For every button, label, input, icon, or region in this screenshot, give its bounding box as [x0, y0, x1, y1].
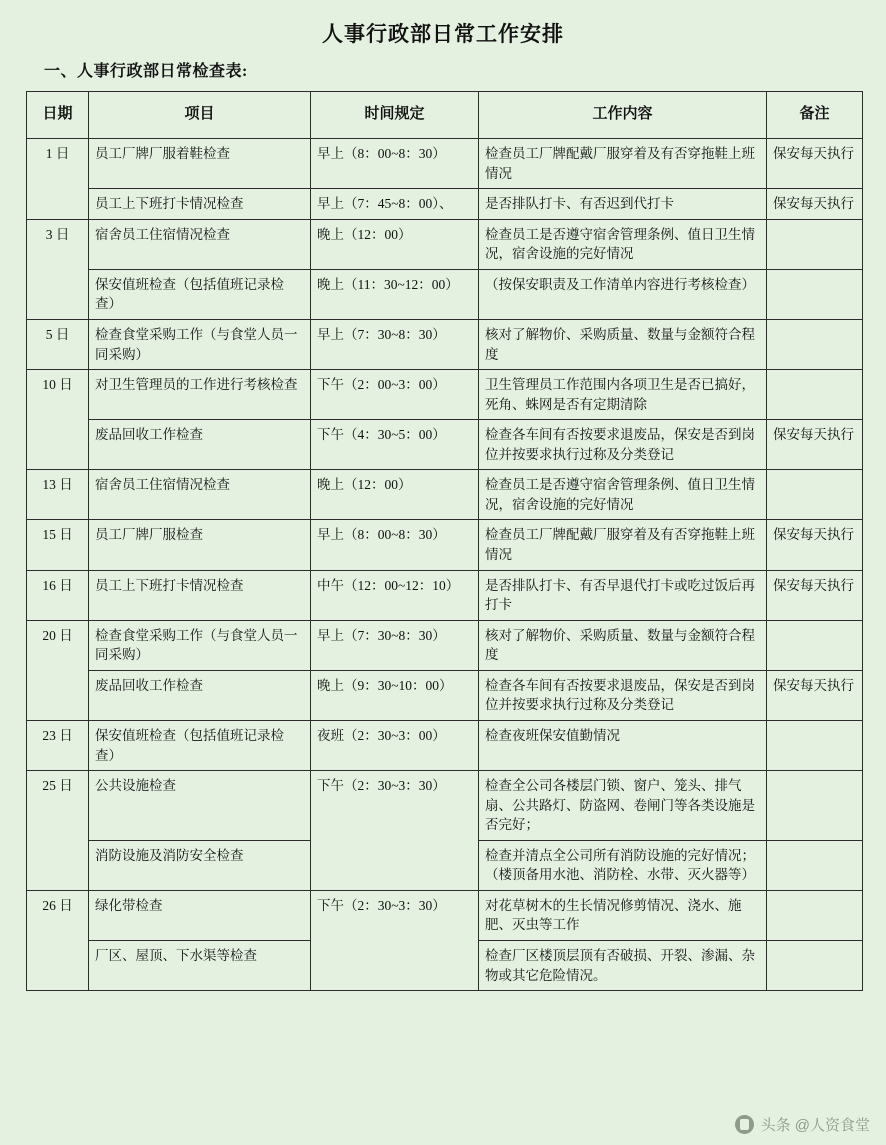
cell-note — [767, 219, 863, 269]
cell-content: （按保安职责及工作清单内容进行考核检查） — [479, 269, 767, 319]
cell-date: 16 日 — [27, 570, 89, 620]
cell-item: 宿舍员工住宿情况检查 — [89, 219, 311, 269]
toutiao-logo-icon — [735, 1115, 754, 1134]
cell-note — [767, 370, 863, 420]
cell-content: 检查员工是否遵守宿舍管理条例、值日卫生情况，宿舍设施的完好情况 — [479, 219, 767, 269]
cell-date: 1 日 — [27, 139, 89, 220]
cell-time: 下午（2：30~3：30） — [311, 771, 479, 891]
table-row — [27, 771, 863, 841]
cell-item: 厂区、屋顶、下水渠等检查 — [89, 941, 311, 991]
cell-item: 绿化带检查 — [89, 890, 311, 940]
table-row — [27, 219, 863, 269]
cell-content: 核对了解物价、采购质量、数量与金额符合程度 — [479, 319, 767, 369]
cell-item: 废品回收工作检查 — [89, 670, 311, 720]
cell-time: 下午（2：30~3：30） — [311, 890, 479, 990]
cell-item: 消防设施及消防安全检查 — [89, 840, 311, 890]
cell-content: 是否排队打卡、有否早退代打卡或吃过饭后再打卡 — [479, 570, 767, 620]
cell-date: 3 日 — [27, 219, 89, 319]
cell-item: 员工上下班打卡情况检查 — [89, 189, 311, 220]
column-header-content: 工作内容 — [479, 92, 767, 139]
schedule-table — [26, 91, 863, 991]
cell-time: 晚上（12：00） — [311, 470, 479, 520]
cell-note — [767, 771, 863, 841]
table-row — [27, 570, 863, 620]
cell-note — [767, 840, 863, 890]
table-row — [27, 620, 863, 670]
cell-content: 检查夜班保安值勤情况 — [479, 720, 767, 770]
cell-date: 5 日 — [27, 319, 89, 369]
cell-item: 员工厂牌厂服检查 — [89, 520, 311, 570]
cell-item: 公共设施检查 — [89, 771, 311, 841]
cell-item: 废品回收工作检查 — [89, 420, 311, 470]
table-row — [27, 189, 863, 220]
cell-time: 早上（7：30~8：30） — [311, 620, 479, 670]
table-header — [27, 92, 863, 139]
page-title: 人事行政部日常工作安排 — [322, 22, 564, 46]
section-title: 一、人事行政部日常检查表: — [44, 63, 248, 80]
table-header-row — [27, 92, 863, 139]
column-header-time: 时间规定 — [311, 92, 479, 139]
cell-date: 20 日 — [27, 620, 89, 720]
cell-content: 检查员工是否遵守宿舍管理条例、值日卫生情况，宿舍设施的完好情况 — [479, 470, 767, 520]
cell-item: 检查食堂采购工作（与食堂人员一同采购） — [89, 620, 311, 670]
cell-item: 员工厂牌厂服着鞋检查 — [89, 139, 311, 189]
cell-note: 保安每天执行 — [767, 570, 863, 620]
table-row — [27, 139, 863, 189]
cell-note: 保安每天执行 — [767, 139, 863, 189]
cell-item: 对卫生管理员的工作进行考核检查 — [89, 370, 311, 420]
cell-note — [767, 941, 863, 991]
table-row — [27, 319, 863, 369]
cell-time: 下午（4：30~5：00） — [311, 420, 479, 470]
cell-time: 早上（8：00~8：30） — [311, 139, 479, 189]
cell-time: 晚上（12：00） — [311, 219, 479, 269]
cell-date: 10 日 — [27, 370, 89, 470]
cell-date: 23 日 — [27, 720, 89, 770]
cell-content: 检查厂区楼顶层顶有否破损、开裂、渗漏、杂物或其它危险情况。 — [479, 941, 767, 991]
cell-time: 早上（8：00~8：30） — [311, 520, 479, 570]
cell-date: 26 日 — [27, 890, 89, 990]
cell-content: 是否排队打卡、有否迟到代打卡 — [479, 189, 767, 220]
table-row — [27, 370, 863, 420]
column-header-date: 日期 — [27, 92, 89, 139]
cell-time: 夜班（2：30~3：00） — [311, 720, 479, 770]
cell-time: 晚上（11：30~12：00） — [311, 269, 479, 319]
cell-note — [767, 890, 863, 940]
column-header-item: 项目 — [89, 92, 311, 139]
cell-item: 检查食堂采购工作（与食堂人员一同采购） — [89, 319, 311, 369]
cell-date: 15 日 — [27, 520, 89, 570]
cell-note — [767, 470, 863, 520]
cell-item: 保安值班检查（包括值班记录检查） — [89, 720, 311, 770]
cell-note: 保安每天执行 — [767, 189, 863, 220]
cell-content: 检查各车间有否按要求退废品，保安是否到岗位并按要求执行过称及分类登记 — [479, 670, 767, 720]
column-header-note: 备注 — [767, 92, 863, 139]
cell-time: 早上（7：30~8：30） — [311, 319, 479, 369]
cell-date: 13 日 — [27, 470, 89, 520]
cell-note — [767, 269, 863, 319]
cell-content: 卫生管理员工作范围内各项卫生是否已搞好，死角、蛛网是否有定期清除 — [479, 370, 767, 420]
cell-note — [767, 319, 863, 369]
table-row — [27, 420, 863, 470]
cell-content: 检查各车间有否按要求退废品，保安是否到岗位并按要求执行过称及分类登记 — [479, 420, 767, 470]
cell-content: 检查全公司各楼层门锁、窗户、笼头、排气扇、公共路灯、防盗网、卷闸门等各类设施是否完好； — [479, 771, 767, 841]
cell-content: 检查员工厂牌配戴厂服穿着及有否穿拖鞋上班情况 — [479, 139, 767, 189]
table-row — [27, 520, 863, 570]
cell-time: 中午（12：00~12：10） — [311, 570, 479, 620]
table-row — [27, 890, 863, 940]
table-row — [27, 470, 863, 520]
cell-content: 核对了解物价、采购质量、数量与金额符合程度 — [479, 620, 767, 670]
watermark — [735, 1114, 870, 1135]
cell-content: 检查并清点全公司所有消防设施的完好情况；（楼顶备用水池、消防栓、水带、灭火器等） — [479, 840, 767, 890]
cell-note — [767, 620, 863, 670]
table-row — [27, 720, 863, 770]
table-row — [27, 269, 863, 319]
cell-item: 宿舍员工住宿情况检查 — [89, 470, 311, 520]
watermark-text: 头条 @人资食堂 — [760, 1117, 870, 1134]
cell-note: 保安每天执行 — [767, 420, 863, 470]
cell-item: 保安值班检查（包括值班记录检查） — [89, 269, 311, 319]
table-body — [27, 139, 863, 991]
cell-date: 25 日 — [27, 771, 89, 891]
cell-note — [767, 720, 863, 770]
cell-time: 下午（2：00~3：00） — [311, 370, 479, 420]
cell-time: 晚上（9：30~10：00） — [311, 670, 479, 720]
table-row — [27, 670, 863, 720]
cell-time: 早上（7：45~8：00）、 — [311, 189, 479, 220]
cell-note: 保安每天执行 — [767, 670, 863, 720]
cell-item: 员工上下班打卡情况检查 — [89, 570, 311, 620]
cell-note: 保安每天执行 — [767, 520, 863, 570]
cell-content: 对花草树木的生长情况修剪情况、浇水、施肥、灭虫等工作 — [479, 890, 767, 940]
cell-content: 检查员工厂牌配戴厂服穿着及有否穿拖鞋上班情况 — [479, 520, 767, 570]
